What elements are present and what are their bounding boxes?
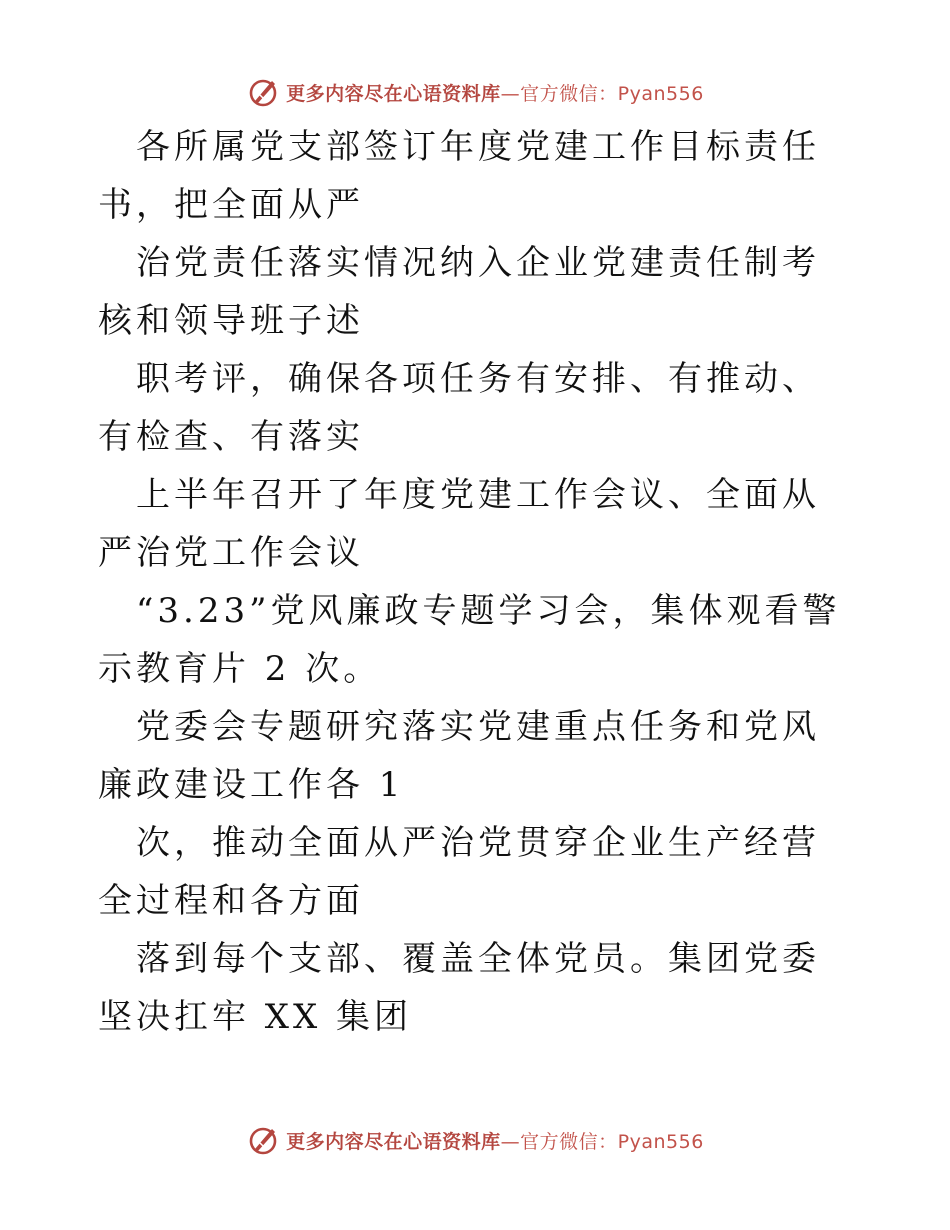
- quill-logo-icon: [246, 75, 280, 109]
- paragraph-7: 次，推动全面从严治党贯穿企业生产经营全过程和各方面: [98, 823, 820, 921]
- paragraph-5: “3.23”党风廉政专题学习会，集体观看警示教育片 2 次。: [98, 591, 841, 689]
- footer-banner: [0, 1120, 950, 1160]
- document-body: [98, 118, 854, 1046]
- quill-logo-icon: [246, 1123, 280, 1157]
- paragraph-4: 上半年召开了年度党建工作会议、全面从严治党工作会议: [98, 475, 820, 573]
- footer-text: [286, 1127, 704, 1154]
- paragraph-3: 职考评，确保各项任务有安排、有推动、有检查、有落实: [98, 359, 820, 457]
- paragraph-2: 治党责任落实情况纳入企业党建责任制考核和领导班子述: [98, 243, 820, 341]
- header-banner: [0, 72, 950, 112]
- header-text: [286, 79, 704, 106]
- footer-brand: 更多内容尽在心语资料库: [286, 1130, 501, 1153]
- paragraph-1: 各所属党支部签订年度党建工作目标责任书，把全面从严: [98, 127, 820, 225]
- footer-wechat: —官方微信：Pyan556: [500, 1130, 704, 1153]
- header-brand: 更多内容尽在心语资料库: [286, 82, 501, 105]
- paragraph-6: 党委会专题研究落实党建重点任务和党风廉政建设工作各 1: [98, 707, 820, 805]
- paragraph-8: 落到每个支部、覆盖全体党员。集团党委坚决扛牢 XX 集团: [98, 939, 820, 1037]
- header-wechat: —官方微信：Pyan556: [500, 82, 704, 105]
